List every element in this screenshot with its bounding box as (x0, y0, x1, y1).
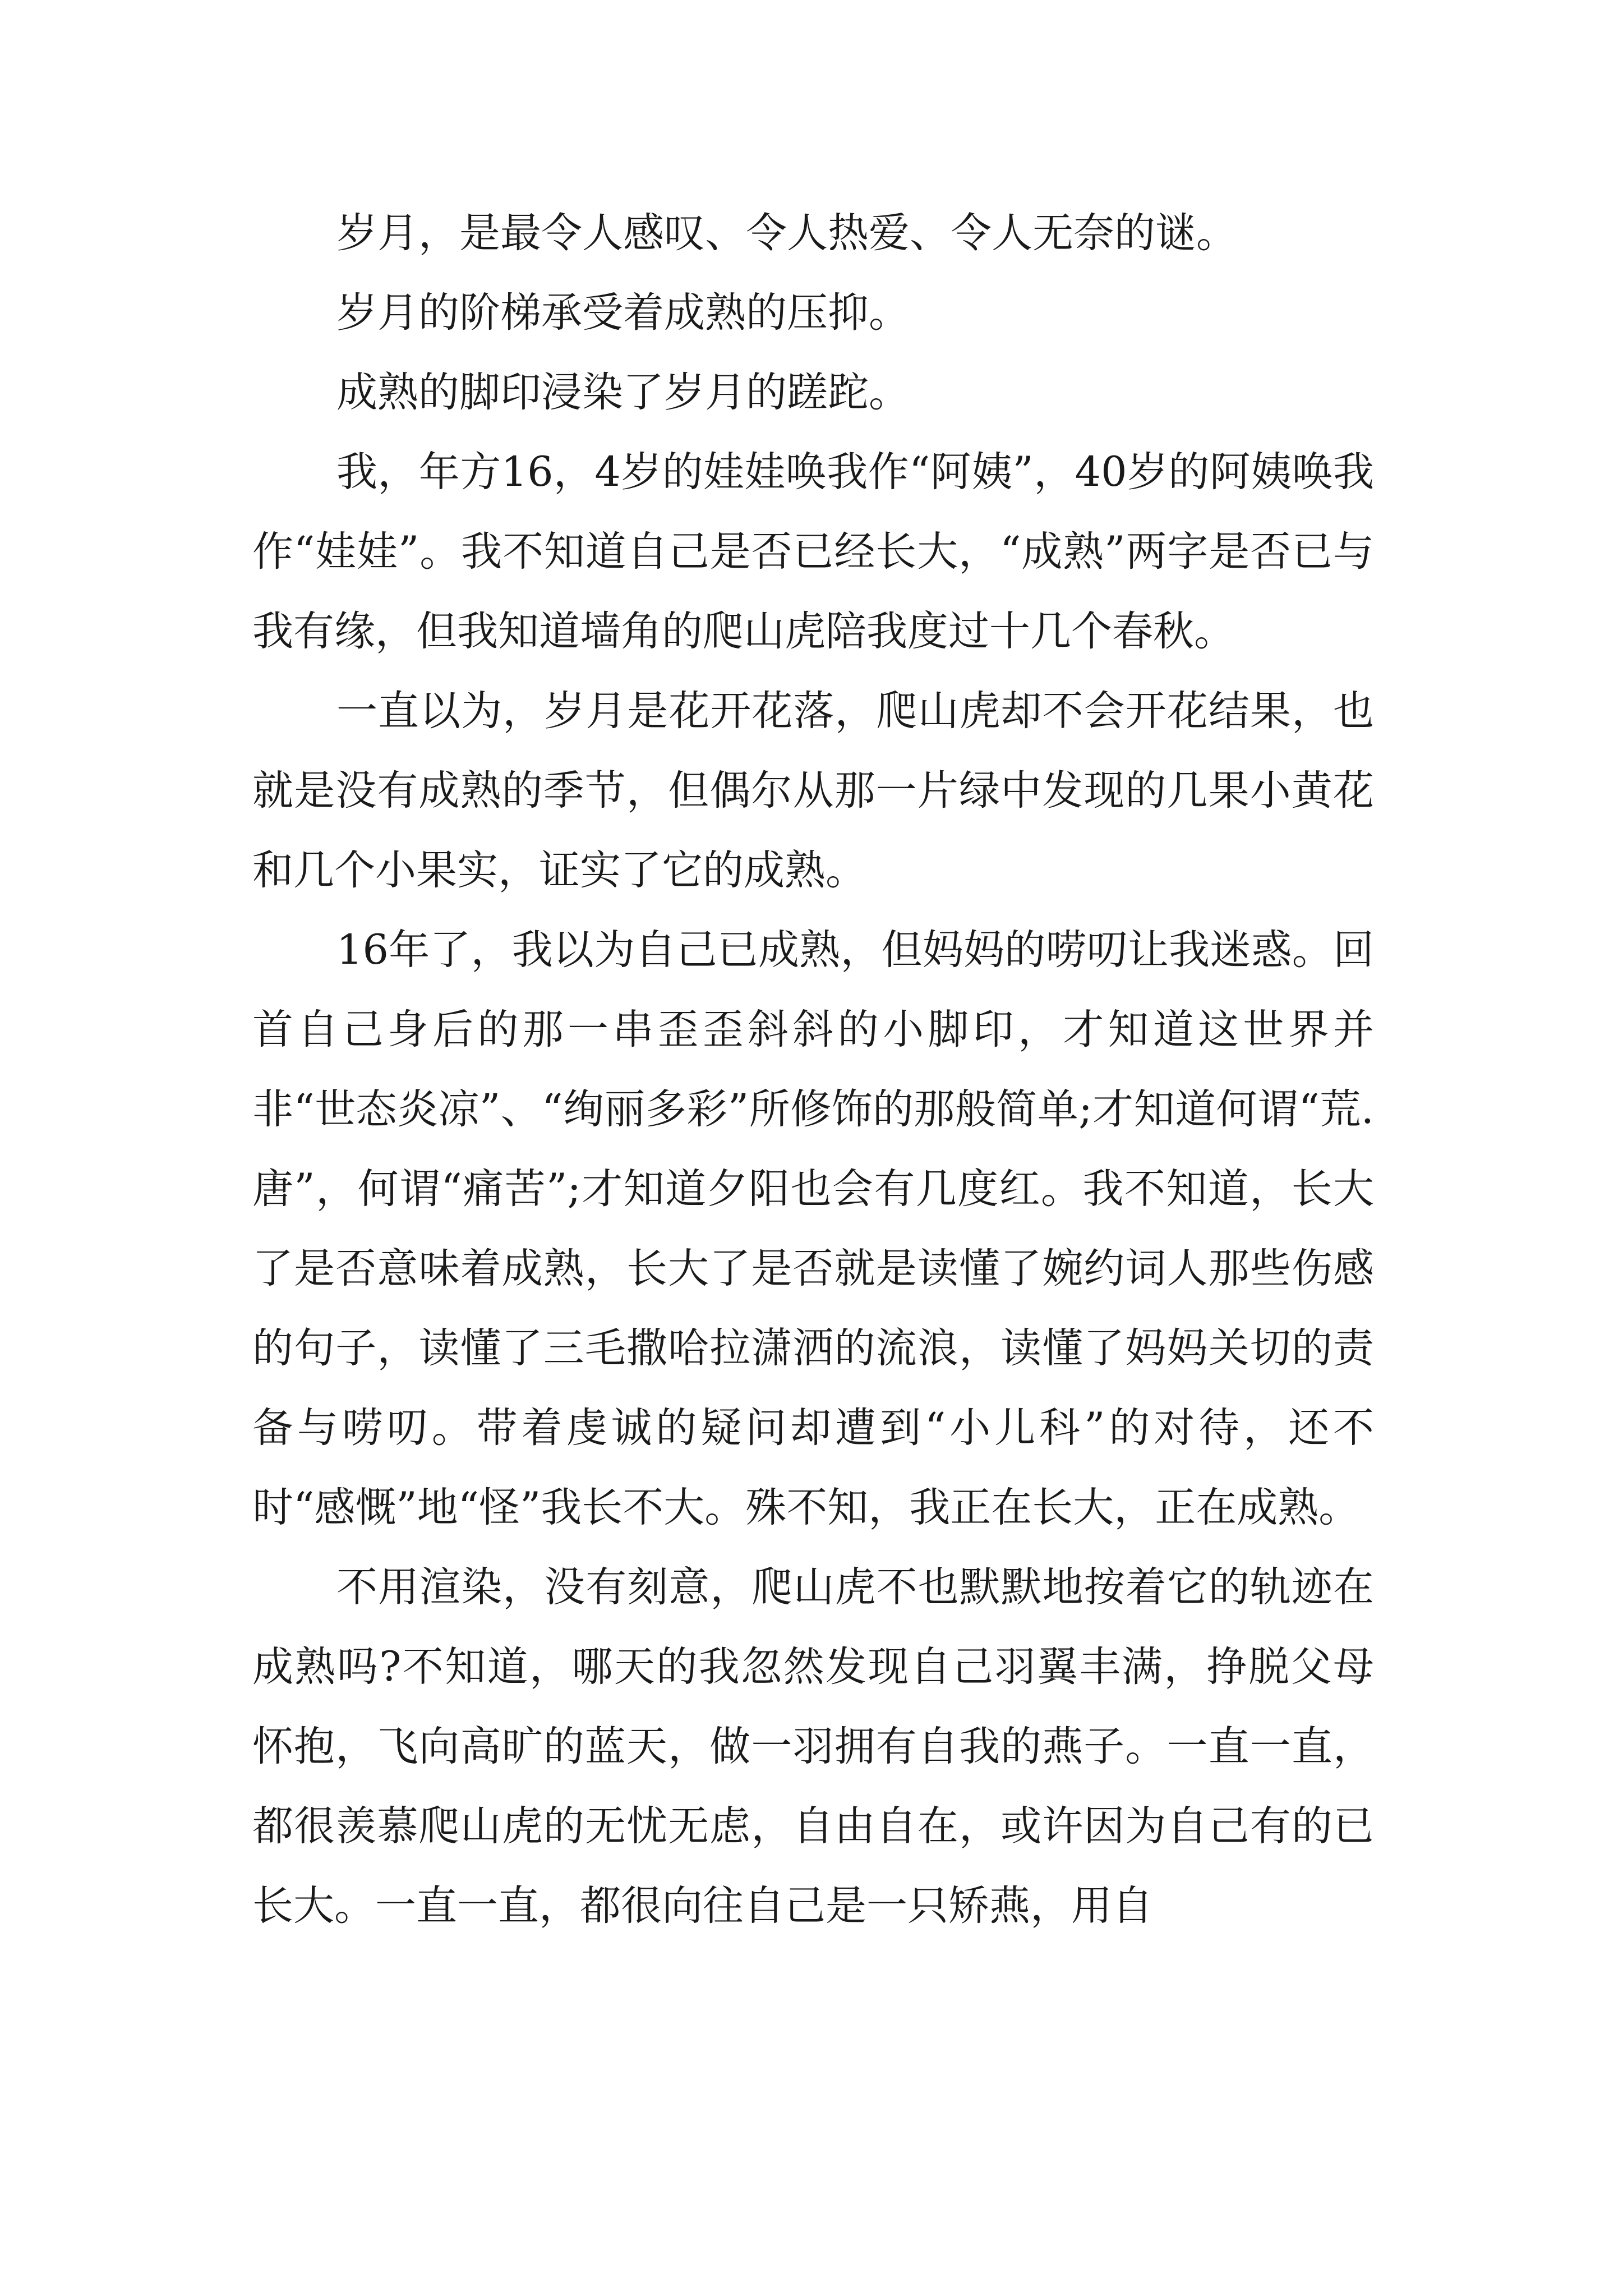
paragraph: 不用渲染，没有刻意，爬山虎不也默默地按着它的轨迹在成熟吗?不知道，哪天的我忽然发现自己羽翼丰满，挣脱父母怀抱，飞向高旷的蓝天，做一羽拥有自我的燕子。一直一直，都很羡慕爬山虎的无忧无虑，自由自在，或许因为自己有的已长大。一直一直，都很向往自己是一只矫燕，用自 (252, 1563, 1374, 1930)
essay-body (252, 194, 1374, 1946)
paragraph: 16年了，我以为自己已成熟，但妈妈的唠叨让我迷惑。回首自己身后的那一串歪歪斜斜的小脚印，才知道这世界并非“世态炎凉”、“绚丽多彩”所修饰的那般简单;才知道何谓“荒.唐”，何谓“痛苦”;才知道夕阳也会有几度红。我不知道，长大了是否意味着成熟，长大了是否就是读懂了婉约词人那些伤感的句子，读懂了三毛撒哈拉潇洒的流浪，读懂了妈妈关切的责备与唠叨。带着虔诚的疑问却遭到“小儿科”的对待，还不时“感慨”地“怪”我长不大。殊不知，我正在长大，正在成熟。 (252, 926, 1374, 1531)
paragraph: 岁月的阶梯承受着成熟的压抑。 (336, 289, 910, 337)
paragraph: 岁月，是最令人感叹、令人热爱、令人无奈的谜。 (336, 209, 1237, 257)
paragraph: 我，年方16，4岁的娃娃唤我作“阿姨”，40岁的阿姨唤我作“娃娃”。我不知道自己是否已经长大，“成熟”两字是否已与我有缘，但我知道墙角的爬山虎陪我度过十几个春秋。 (252, 448, 1374, 655)
paragraph: 成熟的脚印浸染了岁月的蹉跎。 (336, 369, 910, 416)
paragraph: 一直以为，岁月是花开花落，爬山虎却不会开花结果，也就是没有成熟的季节，但偶尔从那一片绿中发现的几果小黄花和几个小果实，证实了它的成熟。 (252, 687, 1374, 894)
